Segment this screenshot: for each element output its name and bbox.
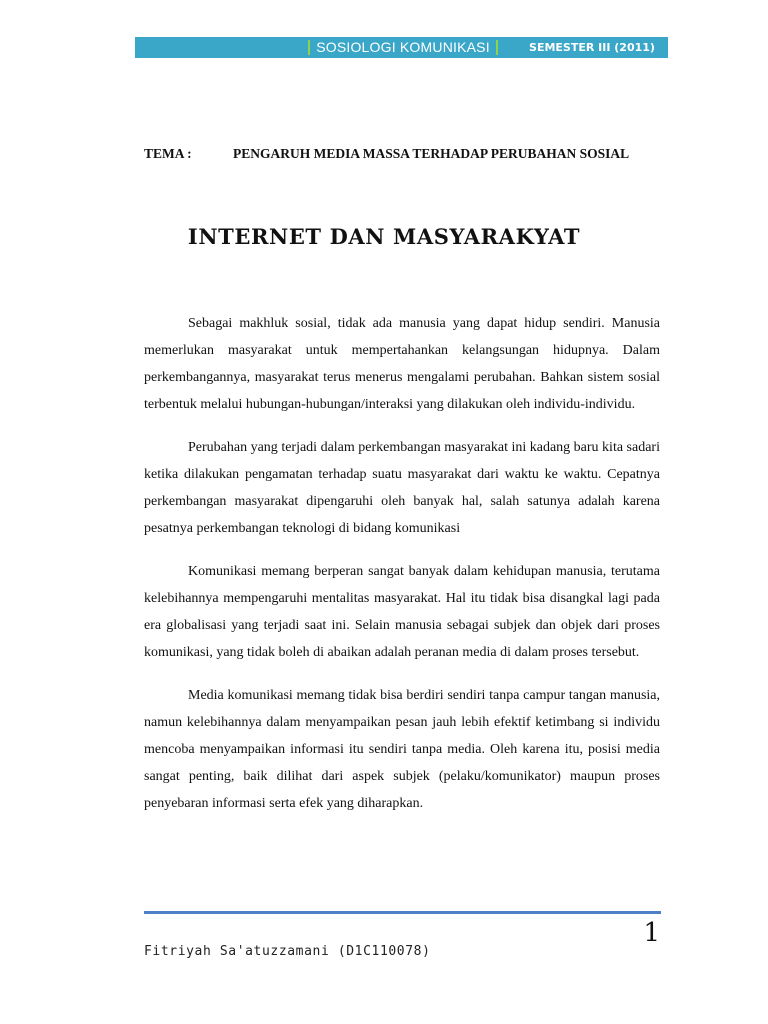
paragraph: Media komunikasi memang tidak bisa berdiri sendiri tanpa campur tangan manusia, namun kelebihannya dalam menyampaikan pesan jauh lebih efektif ketimbang si individu mencoba menyampaikan informasi itu sendiri tanpa media. Oleh karena itu, posisi media sangat penting, baik dilihat dari aspek subjek (pelaku/komunikator) maupun proses penyebaran informasi serta efek yang diharapkan. [144,688,660,811]
document-title: INTERNET DAN MASYARAKYAT [187,224,581,249]
header-band [135,37,668,58]
page-number: 1 [643,918,660,948]
semester-label: SEMESTER III (2011) [529,41,655,54]
paragraph: Perubahan yang terjadi dalam perkembangan masyarakat ini kadang baru kita sadari ketika dilakukan pengamatan terhadap suatu masyarakat dari waktu ke waktu. Cepatnya perkembangan masyarakat dipengaruhi oleh banyak hal, salah satunya adalah karena pesatnya perkembangan teknologi di bidang komunikasi [144,440,660,536]
paragraph: Sebagai makhluk sosial, tidak ada manusia yang dapat hidup sendiri. Manusia memerlukan masyarakat untuk mempertahankan kelangsungan hidupnya. Dalam perkembangannya, masyarakat terus menerus mengalami perubahan. Bahkan sistem sosial terbentuk melalui hubungan-hubungan/interaksi yang dilakukan oleh individu-individu. [144,316,660,412]
tema-row [144,146,664,162]
tema-value: PENGARUH MEDIA MASSA TERHADAP PERUBAHAN SOSIAL [233,146,630,161]
paragraph: Komunikasi memang berperan sangat banyak dalam kehidupan manusia, terutama kelebihannya mempengaruhi mentalitas masyarakat. Hal itu tidak bisa disangkal lagi pada era globalisasi yang terjadi saat ini. Selain manusia sebagai subjek dan objek dari proses komunikasi, yang tidak boleh di abaikan adalah peranan media di dalam proses tersebut. [144,564,660,660]
course-title: SOSIOLOGI KOMUNIKASI [316,39,490,55]
tema-label: TEMA : [144,146,192,161]
footer-author: Fitriyah Sa'atuzzamani (D1C110078) [144,944,431,959]
header-accent-bar-right [496,40,498,55]
footer-divider [144,911,661,914]
body-text [144,310,660,833]
